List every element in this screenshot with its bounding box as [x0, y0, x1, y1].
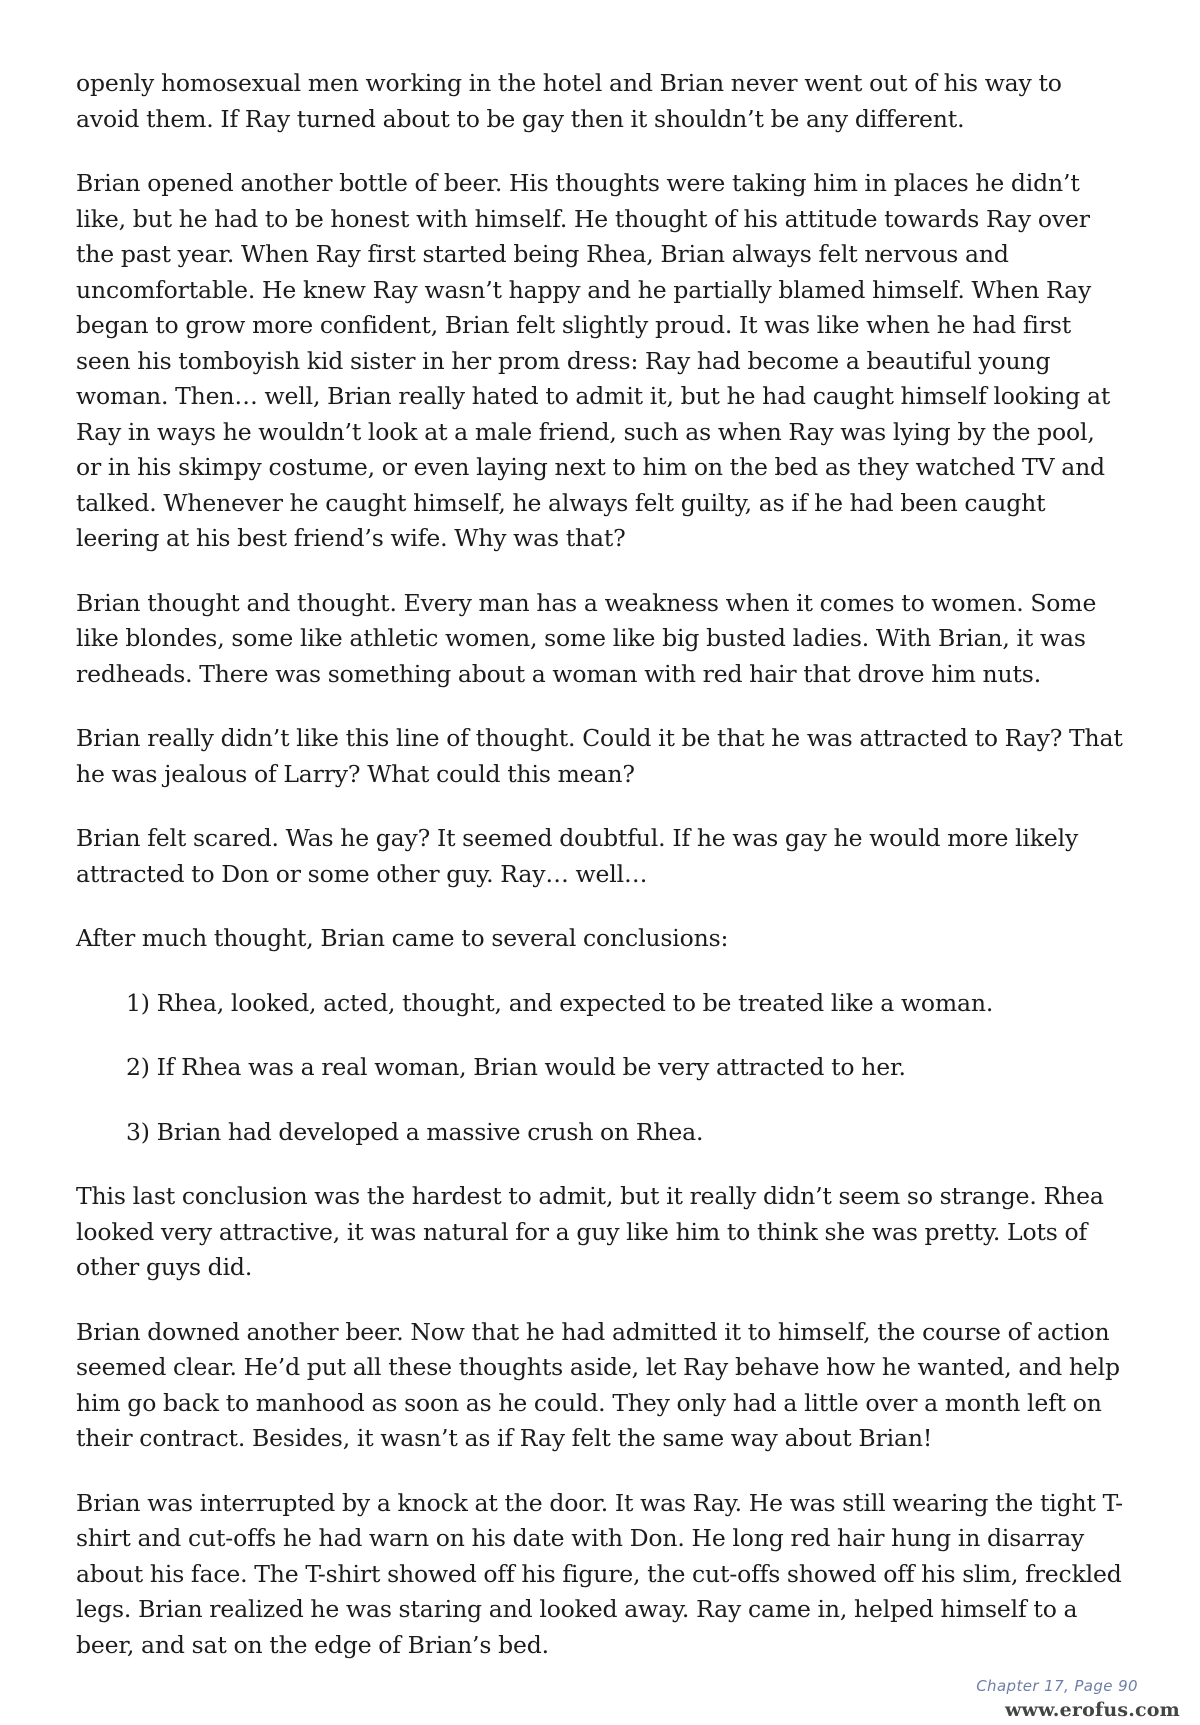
list-item: 2) If Rhea was a real woman, Brian would be very attracted to her. — [126, 1053, 906, 1081]
paragraph: This last conclusion was the hardest to admit, but it really didn’t seem so strange. Rhea looked very attractive, it was natural for a guy like him to think she was pretty. Lots of other guys did. — [76, 1182, 1104, 1281]
body-text — [76, 66, 1126, 1692]
page-footer: Chapter 17, Page 90 — [976, 1677, 1138, 1695]
list-item: 3) Brian had developed a massive crush on Rhea. — [126, 1117, 704, 1146]
paragraph: Brian opened another bottle of beer. His thoughts were taking him in places he didn’t like, but he had to be honest with himself. He thought of his attitude towards Ray over the past year. When Ray first started being Rhea, Brian always felt nervous and uncomfortable. He knew Ray wasn’t happy and he partially blamed himself. When Ray began to grow more confident, Brian felt slightly proud. It was like when he had first seen his tomboyish kid sister in her prom dress: Ray had become a beautiful young woman. Then… well, Brian really hated to admit it, but he had caught himself looking at Ray in ways he wouldn’t look at a male friend, such as when Ray was lying by the pool, or in his skimpy costume, or even laying next to him on the bed as they watched TV and talked. Whenever he caught himself, he always felt guilty, as if he had been caught leering at his best friend’s wife. Why was that? — [76, 169, 1111, 552]
list-item: 1) Rhea, looked, acted, thought, and expected to be treated like a woman. — [126, 988, 994, 1017]
paragraph: Brian thought and thought. Every man has a weakness when it comes to women. Some like blondes, some like athletic women, some like big busted ladies. With Brian, it was redheads. There was something about a woman with red hair that drove him nuts. — [76, 588, 1097, 688]
paragraph: openly homosexual men working in the hotel and Brian never went out of his way to avoid them. If Ray turned about to be gay then it shouldn’t be any different. — [76, 69, 1062, 133]
paragraph: After much thought, Brian came to several conclusions: — [76, 924, 729, 952]
watermark: www.erofus.com — [1005, 1699, 1180, 1721]
paragraph: Brian downed another beer. Now that he had admitted it to himself, the course of action seemed clear. He’d put all these thoughts aside, let Ray behave how he wanted, and help him go back to manhood as soon as he could. They only had a little over a month left on their contract. Besides, it wasn’t as if Ray felt the same way about Brian! — [76, 1317, 1120, 1452]
paragraph: Brian was interrupted by a knock at the door. It was Ray. He was still wearing the tight T-shirt and cut-offs he had warn on his date with Don. He long red hair hung in disarray about his face. The T-shirt showed off his figure, the cut-offs showed off his slim, freckled legs. Brian realized he was staring and looked away. Ray came in, helped himself to a beer, and sat on the edge of Brian’s bed. — [76, 1488, 1123, 1659]
paragraph: Brian really didn’t like this line of thought. Could it be that he was attracted to Ray? That he was jealous of Larry? What could this mean? — [76, 724, 1123, 788]
paragraph: Brian felt scared. Was he gay? It seemed doubtful. If he was gay he would more likely attracted to Don or some other guy. Ray… well… — [76, 824, 1079, 888]
